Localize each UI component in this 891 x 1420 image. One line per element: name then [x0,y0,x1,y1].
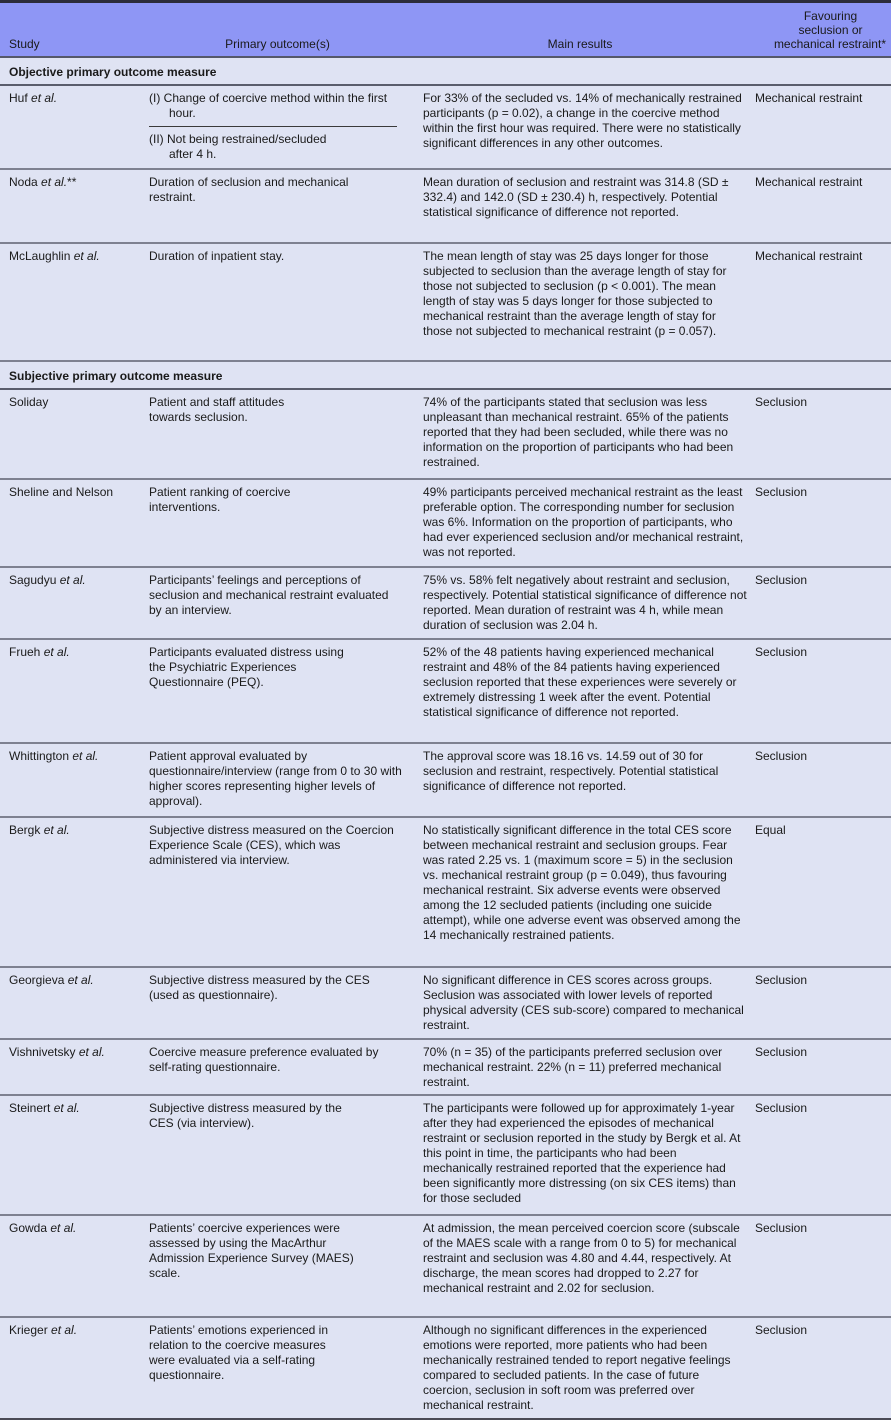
outcome-cell: Patient approval evaluated by questionnaire/interview (range from 0 to 30 with higher scores representing higher levels of approval). [149,749,402,808]
study-cell: Soliday [9,395,49,409]
favour-cell: Mechanical restraint [755,249,863,263]
section-title: Subjective primary outcome measure [0,362,891,390]
favour-cell: Seclusion [755,573,808,587]
favour-cell: Seclusion [755,973,808,987]
section-title: Objective primary outcome measure [0,58,891,86]
favour-cell: Seclusion [755,1221,808,1235]
results-cell: 52% of the 48 patients having experienced mechanical restraint and 48% of the 84 patients having experienced seclusion reported that these experiences were severely or extremely distressing 1 week after the event. Potential statistical significance of difference not reported. [423,645,737,719]
table-row [0,1096,891,1216]
table-row [0,480,891,568]
table-row [0,244,891,362]
outcome-cell: Patients’ coercive experiences were assessed by using the MacArthur Admission Experience Survey (MAES) scale. [149,1221,354,1280]
header-outcome: Primary outcome(s) [225,37,330,51]
study-cell: Sagudyu et al. [9,573,86,587]
outcome-cell: Coercive measure preference evaluated by self-rating questionnaire. [149,1045,379,1074]
study-cell: Georgieva et al. [9,973,94,987]
header-favour-line: seclusion or [798,23,863,37]
favour-cell: Seclusion [755,749,808,763]
study-cell: Frueh et al. [9,645,70,659]
outcome-cell: Participants’ feelings and perceptions of seclusion and mechanical restraint evaluated by an interview. [149,573,389,617]
study-cell: Sheline and Nelson [9,485,114,499]
outcome-cell [140,91,415,165]
table-row [0,1040,891,1096]
outcome-cell: Subjective distress measured by the CES (via interview). [149,1101,342,1130]
results-cell: The approval score was 18.16 vs. 14.59 out of 30 for seclusion and restraint, respectively. Potential statistical significance of difference not reported. [423,749,719,793]
outcome-part-2: (II) Not being restrained/secluded after 4 h. [149,132,327,161]
table-row [0,86,891,170]
results-cell: No statistically significant difference in the total CES score between mechanical restraint and seclusion groups. Fear was rated 2.25 vs. 1 (maximum score = 5) in the seclusion vs. mechanical restraint group (p = 0.049), thus favouring mechanical restraint. Six adverse events were observed among the 12 secluded patients (including one suicide attempt), while one adverse event was observed among the 14 mechanically restrained patients. [423,823,741,942]
header-study: Study [9,37,40,51]
table-row [0,568,891,640]
results-cell: 74% of the participants stated that seclusion was less unpleasant than mechanical restraint. 65% of the patients reported that they had been secluded, while there was no information on the proportion of participants who had been restrained. [423,395,734,469]
favour-cell: Equal [755,823,786,837]
outcome-cell: Subjective distress measured on the Coercion Experience Scale (CES), which was administered via interview. [149,823,394,867]
table-header [0,3,891,58]
outcome-cell: Duration of inpatient stay. [149,249,285,263]
results-cell: 49% participants perceived mechanical restraint as the least preferable option. The corresponding number for seclusion was 6%. Information on the proportion of participants, who had ever experienced seclusion and/or mechanical restraint, was not reported. [423,485,744,559]
table-row [0,170,891,244]
header-favour-line: mechanical restraint* [773,37,886,51]
results-cell: The mean length of stay was 25 days longer for those subjected to seclusion than the average length of stay for those not subjected to seclusion (p < 0.001). The mean length of stay was 5 days longer for those subjected to mechanical restraint than the average length of stay for those not subjected to mechanical restraint (p = 0.057). [423,249,727,338]
header-favour-line: Favouring [803,9,858,23]
header-results: Main results [547,37,613,51]
favour-cell: Seclusion [755,1101,808,1115]
results-cell: For 33% of the secluded vs. 14% of mechanically restrained participants (p = 0.02), a change in the coercive method within the first hour was required. There were no statistically significant differences in any other outcomes. [423,91,742,150]
results-cell: At admission, the mean perceived coercion score (subscale of the MAES scale with a range from 0 to 5) for mechanical restraint and seclusion was 4.80 and 4.44, respectively. At discharge, the mean scores had dropped to 2.27 for mechanical restraint and 2.02 for seclusion. [423,1221,740,1295]
table-row [0,1216,891,1318]
outcome-cell: Patients’ emotions experienced in relation to the coercive measures were evaluated via a self-rating questionnaire. [149,1323,328,1382]
table-row [0,390,891,480]
favour-cell: Mechanical restraint [755,91,863,105]
favour-cell: Mechanical restraint [755,175,863,189]
table-row [0,640,891,744]
study-cell: Huf et al. [9,91,58,105]
outcome-cell: Duration of seclusion and mechanical restraint. [149,175,349,204]
results-cell: Although no significant differences in the experienced emotions were reported, more patients who had been mechanically restrained tended to report negative feelings compared to secluded patients. In the case of future coercion, seclusion in soft room was preferred over mechanical restraint. [423,1323,731,1412]
table-row [0,744,891,818]
outcome-cell: Subjective distress measured by the CES (used as questionnaire). [149,973,370,1002]
favour-cell: Seclusion [755,645,808,659]
favour-cell: Seclusion [755,395,808,409]
favour-cell: Seclusion [755,1323,808,1337]
results-cell: Mean duration of seclusion and restraint was 314.8 (SD ± 332.4) and 142.0 (SD ± 230.4) h, respectively. Potential statistical significance of difference not reported. [423,175,729,219]
results-cell: 70% (n = 35) of the participants preferred seclusion over mechanical restraint. 22% (n = 11) preferred mechanical restraint. [423,1045,723,1089]
outcome-cell: Patient and staff attitudes towards seclusion. [149,395,285,424]
results-cell: The participants were followed up for approximately 1-year after they had experienced the episodes of mechanical restraint or seclusion reported in the study by Bergk et al. At this point in time, the participants who had been mechanically restrained reported that the experience had been significantly more distressing (on six CES items) than for those secluded [423,1101,741,1205]
study-cell: Steinert et al. [9,1101,80,1115]
study-cell: Bergk et al. [9,823,70,837]
study-cell: Whittington et al. [9,749,99,763]
header-favour [745,9,891,56]
study-cell: McLaughlin et al. [9,249,100,263]
study-cell: Vishnivetsky et al. [9,1045,105,1059]
study-cell: Krieger et al. [9,1323,78,1337]
outcome-cell: Patient ranking of coercive interventions. [149,485,291,514]
favour-cell: Seclusion [755,1045,808,1059]
favour-cell: Seclusion [755,485,808,499]
table-row [0,968,891,1040]
outcome-cell: Participants evaluated distress using the Psychiatric Experiences Questionnaire (PEQ). [149,645,344,689]
study-cell: Gowda et al. [9,1221,77,1235]
outcome-part-1: (I) Change of coercive method within the first hour. [149,91,397,127]
results-cell: 75% vs. 58% felt negatively about restraint and seclusion, respectively. Potential statistical significance of difference not reported. Mean duration of restraint was 4 h, while mean duration of seclusion was 2.04 h. [423,573,747,632]
results-cell: No significant difference in CES scores across groups. Seclusion was associated with lower levels of reported physical adversity (CES sub-score) compared to mechanical restraint. [423,973,744,1032]
study-cell: Noda et al.** [9,175,77,189]
table-row [0,818,891,968]
table-row [0,1318,891,1418]
